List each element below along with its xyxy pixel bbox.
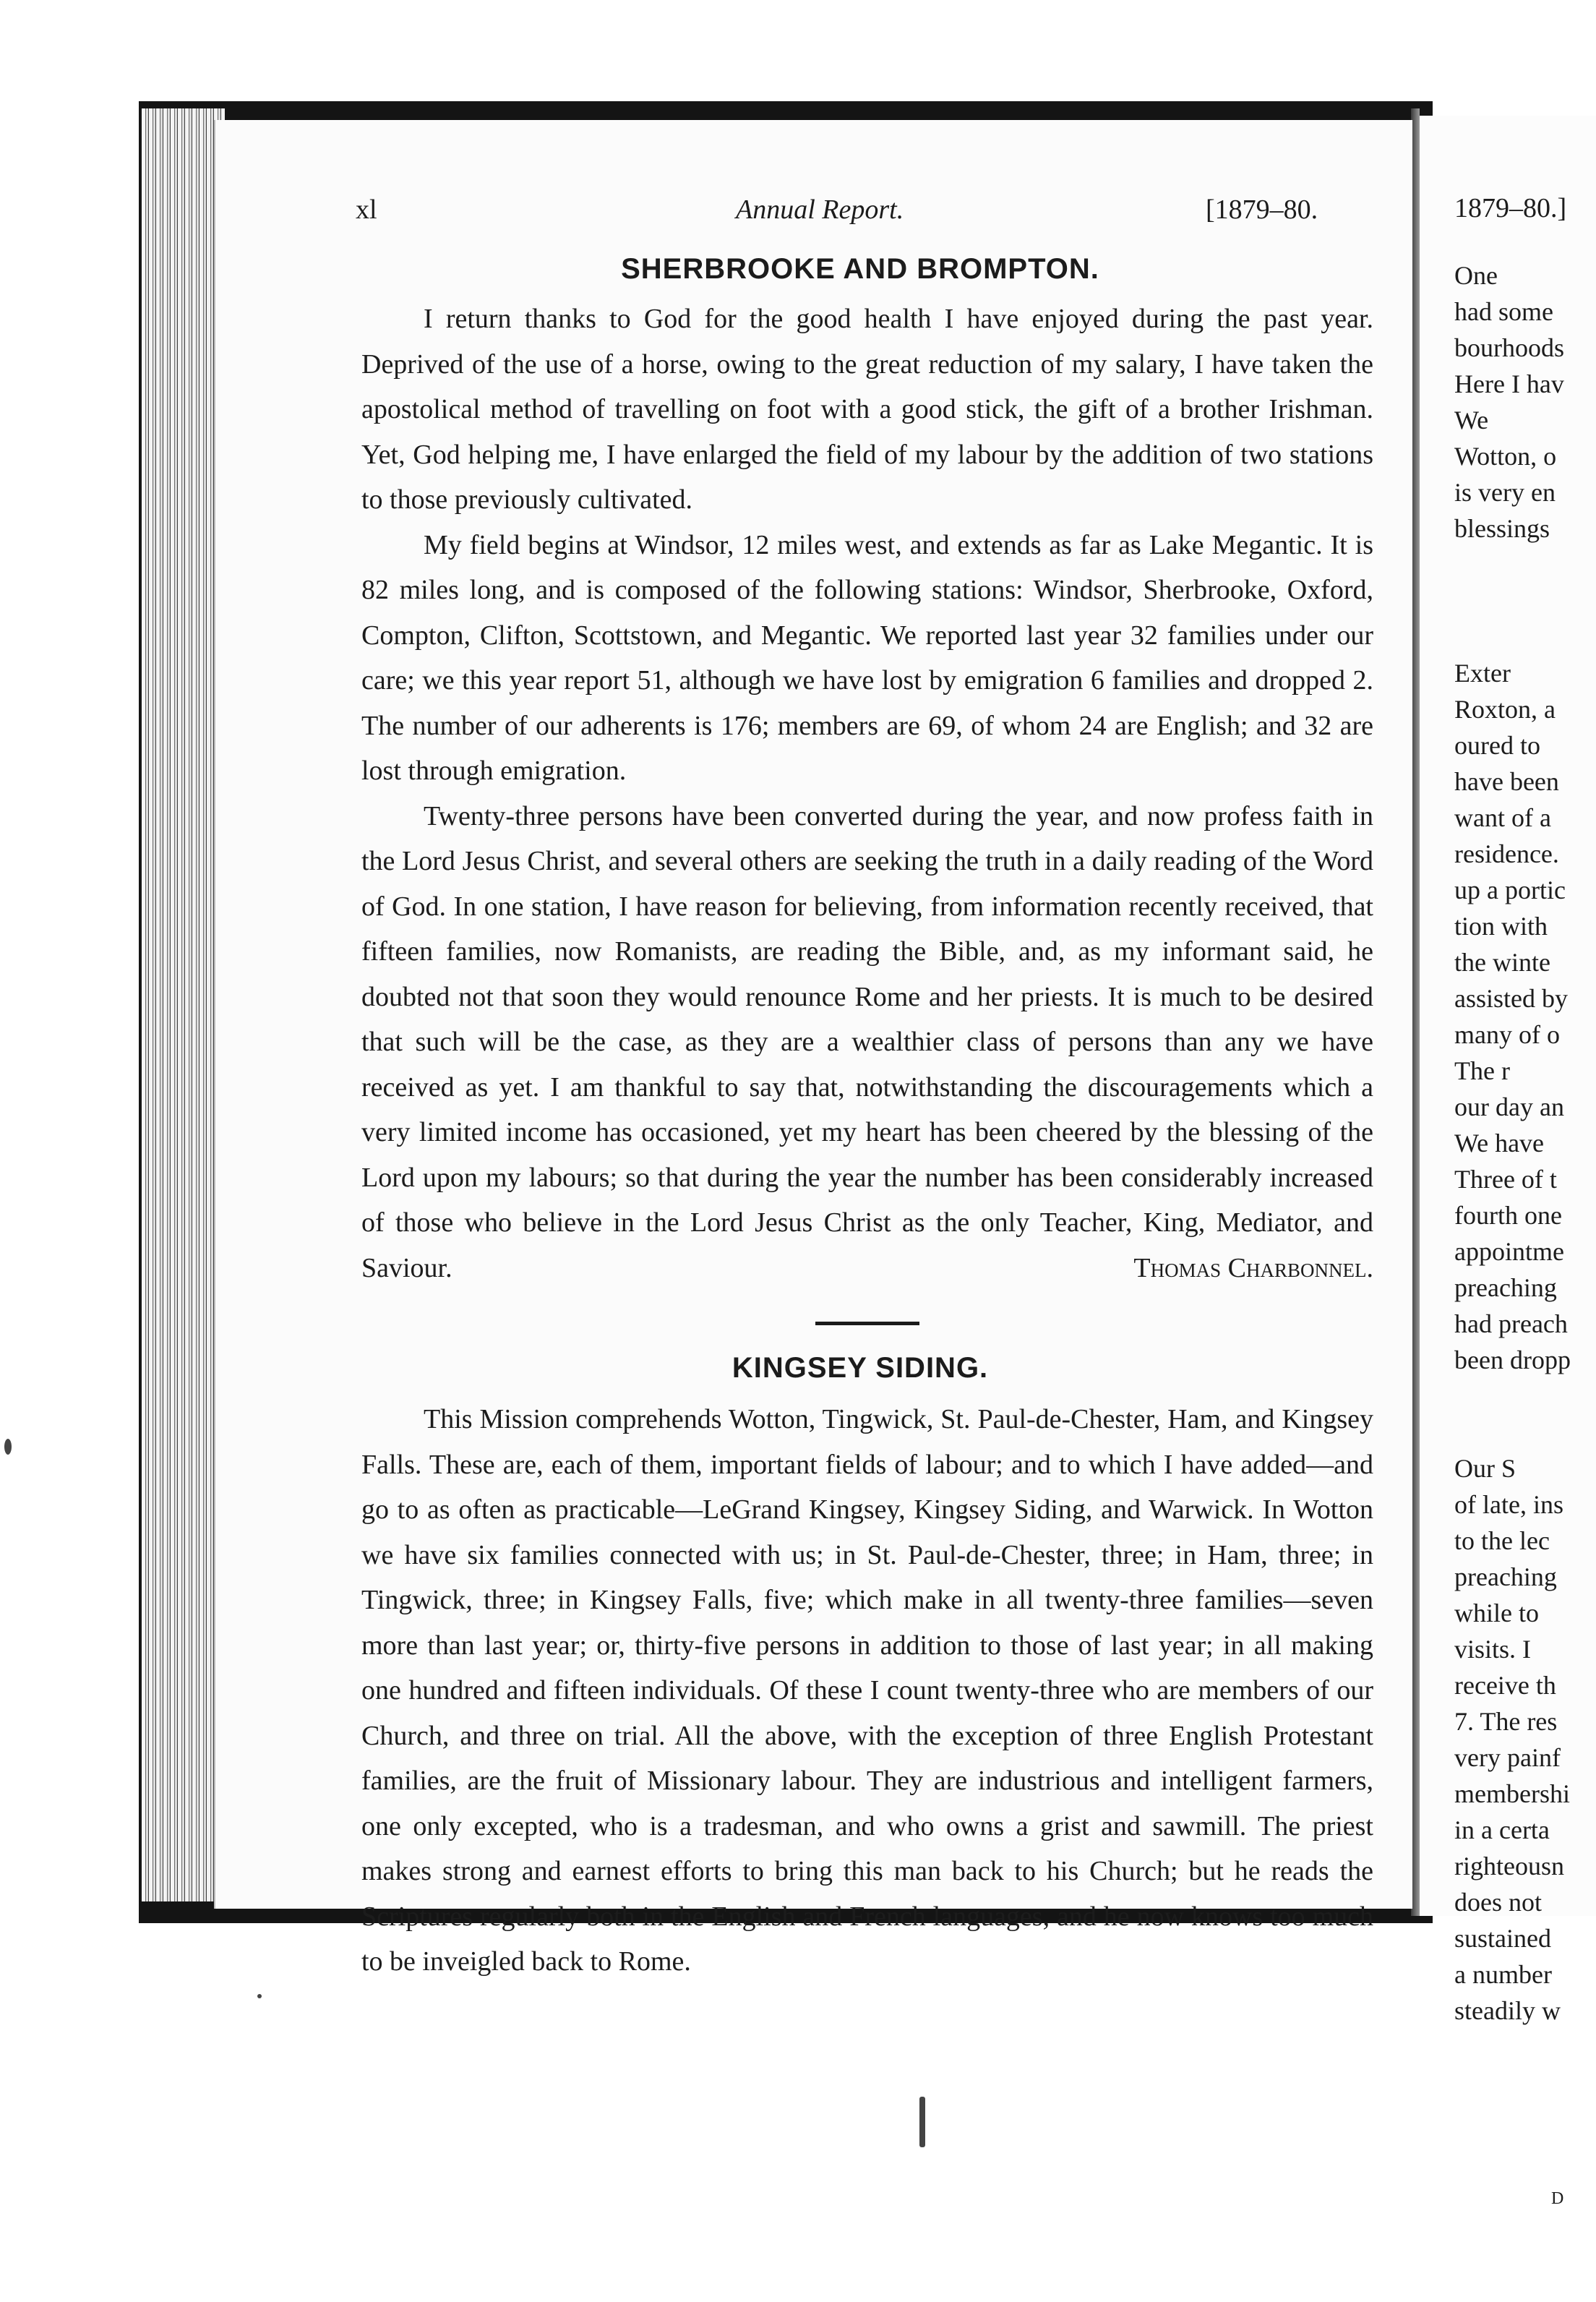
text-line: appointme bbox=[1454, 1237, 1564, 1266]
text-line: preaching bbox=[1454, 1273, 1557, 1302]
text-line: oured to bbox=[1454, 731, 1540, 760]
text-line: membershi bbox=[1454, 1779, 1570, 1808]
text-line: tion with bbox=[1454, 912, 1548, 941]
text-line: Wotton, o bbox=[1454, 442, 1557, 471]
text-line: the winte bbox=[1454, 948, 1550, 977]
text-line: of late, ins bbox=[1454, 1490, 1563, 1519]
text-line: Our S bbox=[1454, 1454, 1516, 1483]
text-line: We have bbox=[1454, 1129, 1545, 1158]
text-line: had some bbox=[1454, 297, 1553, 326]
text-line: many of o bbox=[1454, 1020, 1560, 1049]
text-line: Exter bbox=[1454, 659, 1511, 688]
page-edges bbox=[142, 108, 225, 1901]
text-line: been dropp bbox=[1454, 1345, 1571, 1374]
scan-speck bbox=[4, 1439, 12, 1455]
header-year: [1879–80. bbox=[1206, 194, 1318, 225]
scan-artifact bbox=[919, 2097, 925, 2147]
text-line: to the lec bbox=[1454, 1526, 1550, 1555]
paragraph: This Mission comprehends Wotton, Tingwick, St. Paul-de-Chester, Ham, and Kingsey Falls. These are, each of them, important fields of labour; and to which I have added—and go to as often as practicable—LeGrand Kingsey, Kingsey Siding, and Warwick. In Wotton we have six families connected with us; in St. Paul-de-Chester, three; in Ham, three; in Tingwick, three; in Kingsey Falls, five; which make in all twenty-three families—seven more than last year; or, thirty-five persons in addition to those of last year; in all making one hundred and fifteen individuals. Of these I count twenty-three who are members of our Church, and three on trial. All the above, with the exception of three English Protestant families, are the fruit of Missionary labour. They are industrious and intelligent farmers, one only excepted, who is a tradesman, and who owns a grist and sawmill. The priest makes strong and earnest efforts to bring this man back to his Church; but he reads the Scriptures regularly both in the English and French languages, and he now knows too much to be inveigled back to Rome. bbox=[361, 1404, 1373, 1977]
text-line: assisted by bbox=[1454, 984, 1568, 1013]
section-divider bbox=[815, 1322, 919, 1325]
text-line: The r bbox=[1454, 1056, 1510, 1085]
text-line: very painf bbox=[1454, 1743, 1561, 1772]
text-line: righteousn bbox=[1454, 1852, 1564, 1880]
text-line: sustained bbox=[1454, 1924, 1551, 1953]
text-line: visits. I bbox=[1454, 1635, 1532, 1664]
text-line: have been bbox=[1454, 767, 1559, 796]
text-line: residence. bbox=[1454, 839, 1559, 868]
section-title-kingsey: KINGSEY SIDING. bbox=[732, 1352, 989, 1384]
text-line: is very en bbox=[1454, 478, 1556, 507]
section-title-sherbrooke: SHERBROOKE AND BROMPTON. bbox=[621, 253, 1099, 285]
section-body-kingsey bbox=[361, 1397, 1373, 1985]
text-line: receive th bbox=[1454, 1671, 1556, 1700]
text-line: Three of t bbox=[1454, 1165, 1557, 1194]
text-line: We bbox=[1454, 406, 1489, 435]
running-title: Annual Report. bbox=[736, 194, 904, 225]
scan-speck bbox=[257, 1994, 262, 1998]
signature: Thomas Charbonnel. bbox=[1133, 1253, 1373, 1283]
signature-mark: D bbox=[1551, 2189, 1564, 2208]
section-body-sherbrooke bbox=[361, 296, 1373, 1291]
paragraph: Twenty-three persons have been converted during the year, and now profess faith in the Lord Jesus Christ, and several others are seeking the truth in a daily reading of the Word of God. In one station, I have reason for believing, from information recently received, that fifteen families, now Romanists, are reading the Bible, and, as my informant said, he doubted not that soon they would renounce Rome and her priests. It is much to be desired that such will be the case, as they are a wealthier class of persons than any we have received as yet. I am thankful to say that, notwithstanding the discouragements which a very limited income has occasioned, yet my heart has been cheered by the blessing of the Lord upon my labours; so that during the year the number has been considerably increased of those who believe in the Lord Jesus Christ as the only Teacher, King, Mediator, and Saviour. bbox=[361, 800, 1373, 1283]
text-line: Here I hav bbox=[1454, 369, 1564, 398]
text-line: our day an bbox=[1454, 1092, 1564, 1121]
text-line: preaching bbox=[1454, 1562, 1557, 1591]
paragraph: I return thanks to God for the good health I have enjoyed during the past year. Deprived of the use of a horse, owing to the great reduction of my salary, I have taken the apostolical method of travelling on foot with a good stick, the gift of a brother Irishman. Yet, God helping me, I have enlarged the field of my labour by the addition of two stations to those previously cultivated. bbox=[361, 304, 1373, 515]
text-line: in a certa bbox=[1454, 1815, 1550, 1844]
text-line: up a portic bbox=[1454, 876, 1566, 904]
paragraph: My field begins at Windsor, 12 miles west, and extends as far as Lake Megantic. It is 82 miles long, and is composed of the following stations: Windsor, Sherbrooke, Oxford, Compton, Clifton, Scottstown, and Megantic. We reported last year 32 families under our care; we this year report 51, although we have lost by emigration 6 families and dropped 2. The number of our adherents is 176; members are 69, of whom 24 are English; and 32 are lost through emigration. bbox=[361, 529, 1373, 786]
text-line: 7. The res bbox=[1454, 1707, 1558, 1736]
text-line: Roxton, a bbox=[1454, 695, 1556, 724]
text-line: had preach bbox=[1454, 1309, 1568, 1338]
text-line: steadily w bbox=[1454, 1996, 1561, 2025]
page-number: xl bbox=[356, 194, 377, 225]
text-line: One bbox=[1454, 261, 1498, 290]
text-line: blessings bbox=[1454, 514, 1550, 543]
text-line: want of a bbox=[1454, 803, 1551, 832]
text-line: while to bbox=[1454, 1599, 1539, 1627]
text-line: a number bbox=[1454, 1960, 1552, 1989]
text-line: does not bbox=[1454, 1888, 1542, 1917]
text-line: bourhoods bbox=[1454, 333, 1564, 362]
text-line: fourth one bbox=[1454, 1201, 1562, 1230]
right-page-header: 1879–80.] bbox=[1454, 193, 1567, 223]
